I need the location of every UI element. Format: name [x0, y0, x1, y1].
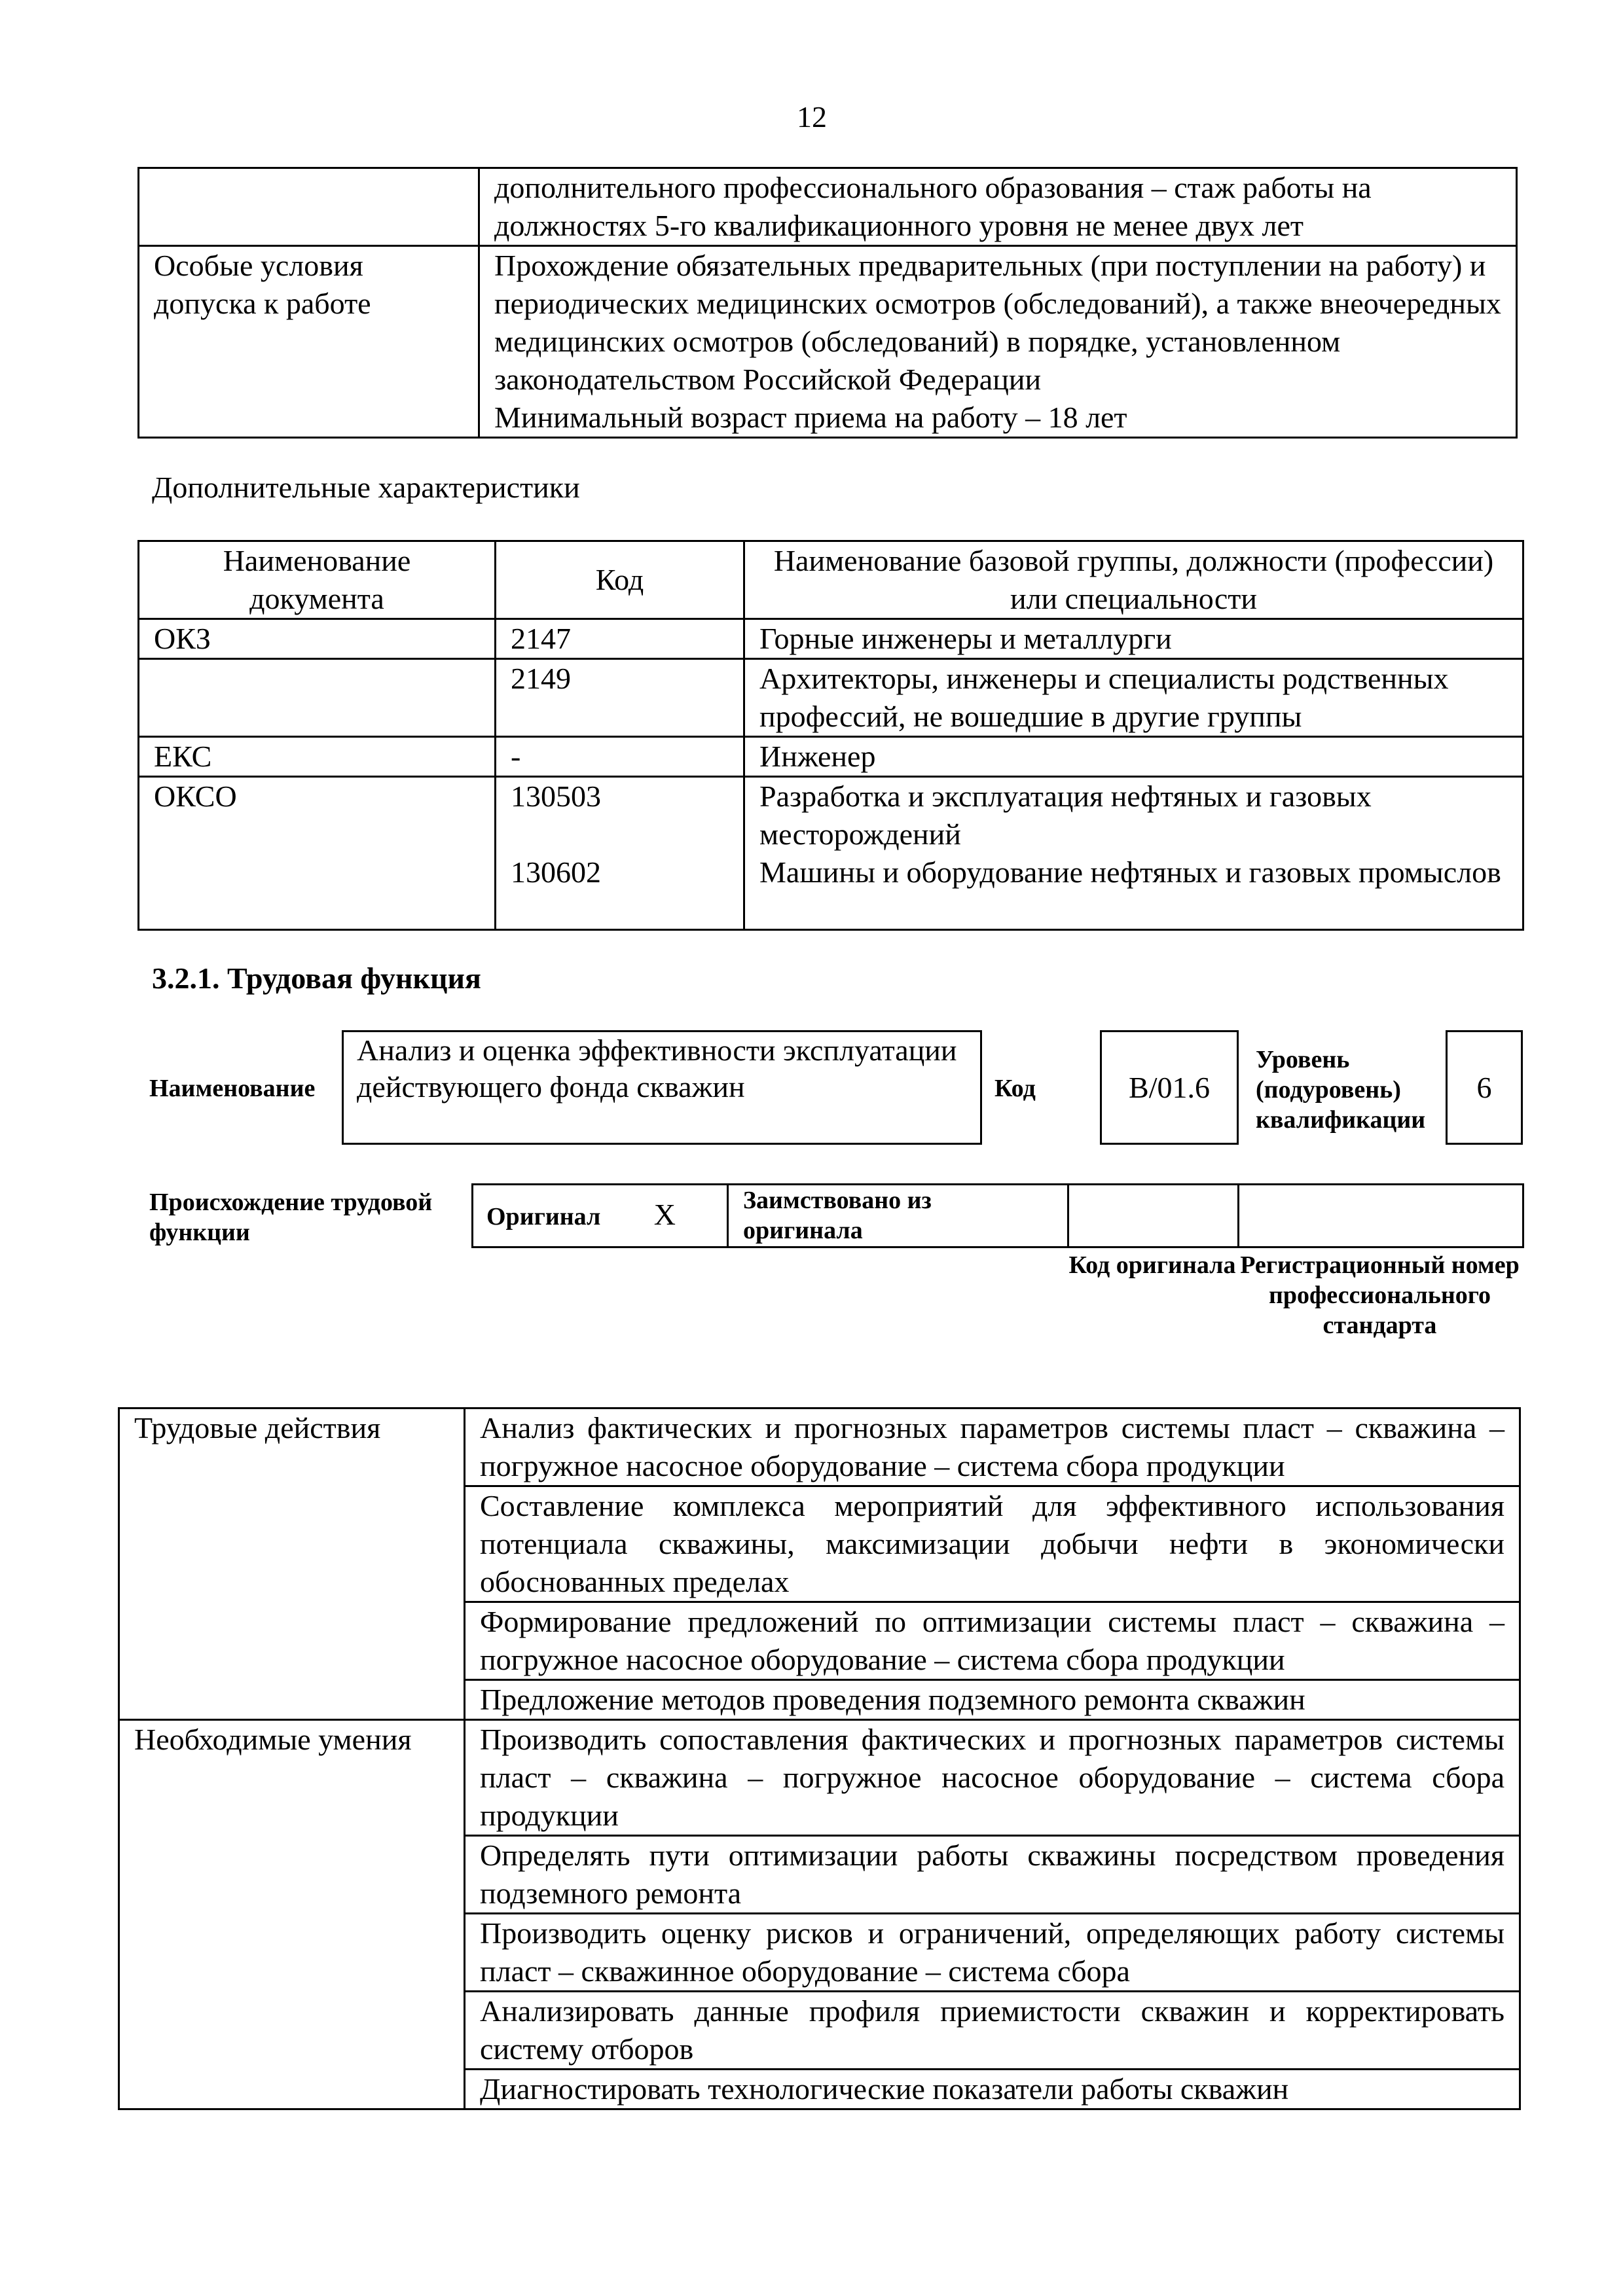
- table-row: [119, 1408, 1520, 1486]
- original-mark: X: [653, 1198, 676, 1231]
- table-row: [119, 2070, 1520, 2109]
- cell-code: 130602: [496, 853, 744, 929]
- table-row: [119, 1836, 1520, 1914]
- table-row: [139, 619, 1523, 659]
- actions-label-cont: [119, 1486, 465, 1602]
- cell-name: Горные инженеры и металлурги: [744, 619, 1523, 659]
- function-code-box: [1100, 1030, 1239, 1145]
- function-name-value: Анализ и оценка эффективности эксплуатации действующего фонда скважин: [357, 1033, 957, 1103]
- table-row: [139, 168, 1517, 246]
- cell-name: Разработка и эксплуатация нефтяных и газовых месторождений: [744, 777, 1523, 854]
- top-table: [137, 167, 1518, 439]
- table-row: [119, 1680, 1520, 1720]
- header-name: Наименование базовой группы, должности (профессии) или специальности: [744, 541, 1523, 619]
- cell-doc: [139, 659, 496, 737]
- additional-table: [137, 540, 1524, 931]
- table-row: [119, 1720, 1520, 1836]
- table-row: [139, 777, 1523, 854]
- cell-name: Архитекторы, инженеры и специалисты родственных профессий, не вошедшие в другие группы: [744, 659, 1523, 737]
- original-cell: [473, 1185, 728, 1247]
- origin-table: [471, 1183, 1524, 1248]
- header-doc: Наименование документа: [139, 541, 496, 619]
- level-label: Уровень (подуровень) квалификации: [1256, 1046, 1426, 1134]
- cell-name: Инженер: [744, 737, 1523, 777]
- actions-skills-table: [118, 1407, 1521, 2110]
- cell-doc: ЕКС: [139, 737, 496, 777]
- section-heading: Дополнительные характеристики: [152, 471, 580, 504]
- skills-label: Необходимые умения: [119, 1720, 465, 1836]
- function-code-value: B/01.6: [1129, 1070, 1210, 1104]
- action-item: Анализ фактических и прогнозных параметров системы пласт – скважина – погружное насосное оборудование – система сбора продукции: [465, 1408, 1520, 1486]
- row-label: Особые условия допуска к работе: [139, 246, 479, 438]
- code-original-cell: [1068, 1185, 1239, 1247]
- cell-name: Машины и оборудование нефтяных и газовых промыслов: [744, 853, 1523, 929]
- header-code: Код: [496, 541, 744, 619]
- skill-item: Производить сопоставления фактических и прогнозных параметров системы пласт – скважина – погружное насосное оборудование – система сбора продукции: [465, 1720, 1520, 1836]
- action-item: Предложение методов проведения подземного ремонта скважин: [465, 1680, 1520, 1720]
- function-heading: 3.2.1. Трудовая функция: [152, 961, 481, 995]
- row-text: дополнительного профессионального образования – стаж работы на должностях 5-го квалификационного уровня не менее двух лет: [479, 168, 1517, 246]
- actions-label-cont: [119, 1602, 465, 1680]
- skills-label-cont: [119, 2070, 465, 2109]
- row-label: [139, 168, 479, 246]
- page-number: 12: [797, 100, 827, 134]
- table-row: [139, 659, 1523, 737]
- row-text-age: Минимальный возраст приема на работу – 18 лет: [494, 401, 1127, 434]
- table-row: [119, 1602, 1520, 1680]
- original-label: Оригинал: [486, 1203, 601, 1230]
- cell-code: 2149: [496, 659, 744, 737]
- skill-item: Диагностировать технологические показатели работы скважин: [465, 2070, 1520, 2109]
- actions-label-cont: [119, 1680, 465, 1720]
- reg-number-cell: [1239, 1185, 1523, 1247]
- table-row: [473, 1185, 1523, 1247]
- name-label: Наименование: [149, 1075, 316, 1102]
- skills-label-cont: [119, 1992, 465, 2070]
- actions-label: Трудовые действия: [119, 1408, 465, 1486]
- table-row: [139, 737, 1523, 777]
- table-row: [139, 853, 1523, 929]
- table-row: [119, 1914, 1520, 1992]
- cell-code: 2147: [496, 619, 744, 659]
- cell-code: 130503: [496, 777, 744, 854]
- action-item: Формирование предложений по оптимизации системы пласт – скважина – погружное насосное оборудование – система сбора продукции: [465, 1602, 1520, 1680]
- code-label: Код: [994, 1075, 1036, 1102]
- code-original-label: Код оригинала: [1068, 1251, 1236, 1279]
- cell-doc: ОКЗ: [139, 619, 496, 659]
- borrowed-label: Заимствовано из оригинала: [728, 1185, 1068, 1247]
- function-name-box: [342, 1030, 982, 1145]
- table-row: [119, 1992, 1520, 2070]
- cell-doc: [139, 853, 496, 929]
- action-item: Составление комплекса мероприятий для эффективного использования потенциала скважины, максимизации добычи нефти в экономически обоснованных пределах: [465, 1486, 1520, 1602]
- cell-doc: ОКСО: [139, 777, 496, 854]
- skills-label-cont: [119, 1836, 465, 1914]
- row-text-main: Прохождение обязательных предварительных (при поступлении на работу) и периодических медицинских осмотров (обследований), а также внеочередных медицинских осмотров (обследований) в порядке, установленном законодательством Российской Федерации: [494, 249, 1501, 396]
- skill-item: Определять пути оптимизации работы скважины посредством проведения подземного ремонта: [465, 1836, 1520, 1914]
- row-text: [479, 246, 1517, 438]
- origin-label: Происхождение трудовой функции: [149, 1189, 433, 1246]
- skill-item: Производить оценку рисков и ограничений, определяющих работу системы пласт – скважинное оборудование – система сбора: [465, 1914, 1520, 1992]
- table-header-row: [139, 541, 1523, 619]
- cell-code: -: [496, 737, 744, 777]
- level-value: 6: [1476, 1070, 1492, 1104]
- table-row: [119, 1486, 1520, 1602]
- level-box: [1446, 1030, 1523, 1145]
- table-row: [139, 246, 1517, 438]
- reg-number-label: Регистрационный номер профессионального стандарта: [1240, 1251, 1520, 1339]
- skills-label-cont: [119, 1914, 465, 1992]
- skill-item: Анализировать данные профиля приемистости скважин и корректировать систему отборов: [465, 1992, 1520, 2070]
